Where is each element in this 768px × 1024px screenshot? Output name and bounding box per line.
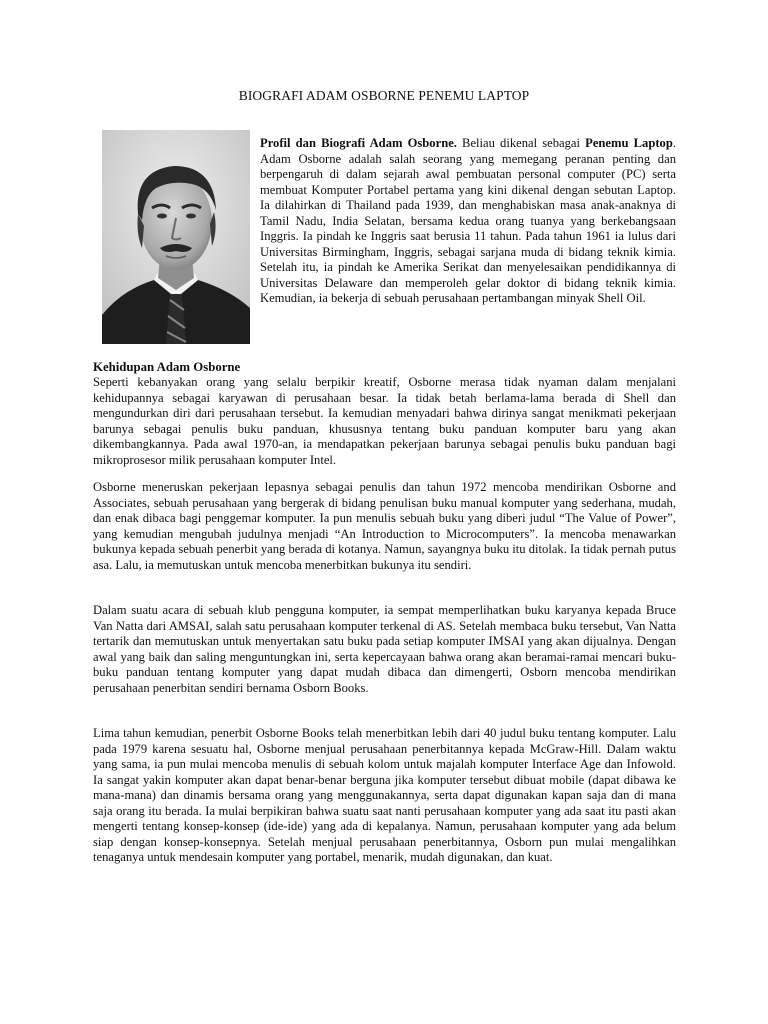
body-paragraph-3: Dalam suatu acara di sebuah klub pengguna komputer, ia sempat memperlihatkan buku karyanya kepada Bruce Van Natta dari AMSAI, salah satu perusahaan komputer terkenal di AS. Setelah membaca buku tersebut, Van Natta tertarik dan memutuskan untuk menyertakan satu buku pada setiap komputer IMSAI yang akan dijualnya. Dengan awal yang baik dan saling menguntungkan ini, serta kepercayaan bahwa orang akan beramai-ramai mencari buku-buku panduan tentang komputer yang dapat mudah dibaca dan dimengerti, Osborn mencoba mendirikan perusahaan penerbitan sendiri bernama Osborn Books. <box>93 603 676 695</box>
document-title: BIOGRAFI ADAM OSBORNE PENEMU LAPTOP <box>238 88 530 103</box>
body-paragraph-1: Seperti kebanyakan orang yang selalu berpikir kreatif, Osborne merasa tidak nyaman dalam menjalani kehidupannya sebagai karyawan di perusahaan besar. Ia tidak betah berlama-lama berada di Shell dan mengundurkan diri dari perusahaan tersebut. Ia kemudian menyadari bahwa dirinya sangat menikmati pekerjaan barunya sebagai penulis buku panduan, khususnya tentang buku panduan komputer baru yang akan dikembangkannya. Pada awal 1970-an, ia mendapatkan pekerjaan barunya sebagai penulis buku panduan bagi mikroprosesor milik perusahaan komputer Intel. <box>93 375 676 467</box>
intro-paragraph <box>260 136 676 307</box>
intro-text-b: . Adam Osborne adalah salah seorang yang memegang peranan penting dan berpengaruh di dalam sejarah awal pembuatan personal computer (PC) serta membuat Komputer Portabel pertama yang kini dikenal dengan sebutan Laptop. Ia dilahirkan di Thailand pada 1939, dan menghabiskan masa anak-anaknya di Tamil Nadu, India Selatan, bersama kedua orang tuanya yang berkebangsaan Inggris. Ia pindah ke Inggris saat berusia 11 tahun. Pada tahun 1961 ia lulus dari Universitas Birmingham, Inggris, sebagai sarjana muda di bidang teknik kimia. Setelah itu, ia pindah ke Amerika Serikat dan menyelesaikan pendidikannya di Universitas Delaware dan memperoleh gelar doktor di bidang teknik kimia. Kemudian, ia bekerja di sebuah perusahaan pertambangan minyak Shell Oil. <box>260 136 676 305</box>
intro-bold-term: Penemu Laptop <box>585 136 673 150</box>
portrait-photo <box>102 130 250 344</box>
section-heading: Kehidupan Adam Osborne <box>93 360 241 374</box>
body-paragraph-4: Lima tahun kemudian, penerbit Osborne Books telah menerbitkan lebih dari 40 judul buku tentang komputer. Lalu pada 1979 karena sesuatu hal, Osborne menjual perusahaan penerbitannya kepada McGraw-Hill. Dalam waktu yang sama, ia pun mulai mencoba menulis di sebuah kolom untuk majalah komputer Interface Age dan Infowold. Ia sangat yakin komputer akan dapat benar-benar berguna jika komputer tersebut dibuat mobile (dapat dibawa ke mana-mana) dan dinamis bersama orang yang menggunakannya, serta dapat digunakan kapan saja dan di mana saja orang itu berada. Ia mulai berpikiran bahwa suatu saat nanti perusahaan komputer yang ada saat itu pasti akan mengerti tentang konsep-konsep (ide-ide) yang ada di kepalanya. Namun, perusahaan komputer yang ada belum siap dengan konsep-konsepnya. Setelah menjual perusahaan penerbitannya, Osborn pun mulai mengalihkan tenaganya untuk mendesain komputer yang portabel, menarik, mudah digunakan, dan kuat. <box>93 726 676 864</box>
intro-text-a: Beliau dikenal sebagai <box>456 136 586 150</box>
intro-lead: Profil dan Biografi Adam Osborne. <box>260 136 457 150</box>
body-paragraph-2: Osborne meneruskan pekerjaan lepasnya sebagai penulis dan tahun 1972 mencoba mendirikan Osborne and Associates, sebuah perusahaan yang bergerak di bidang penulisan buku manual komputer yang sederhana, mudah, dan enak dibaca bagi penggemar komputer. Ia pun menulis sebuah buku yang diberi judul “The Value of Power”, yang kemudian mengubah judulnya menjadi “An Introduction to Microcomputers”. Ia mencoba menawarkan bukunya kepada sebuah penerbit yang berada di kotanya. Namun, sayangnya buku itu ditolak. Ia tidak pernah putus asa. Lalu, ia memutuskan untuk mencoba menerbitkan bukunya itu sendiri. <box>93 480 676 572</box>
